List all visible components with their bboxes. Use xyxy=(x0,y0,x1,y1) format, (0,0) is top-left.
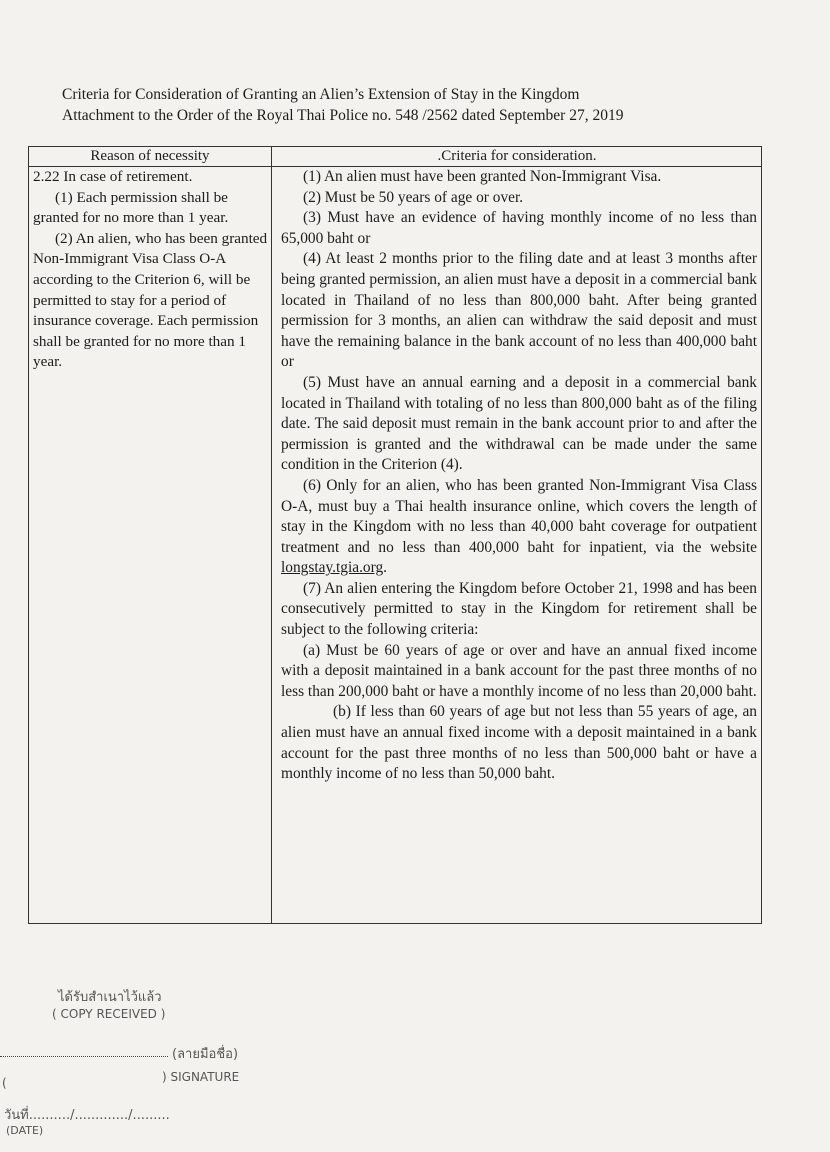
criterion-4: (4) At least 2 months prior to the filing date and at least 3 months after being granted permission, an alien must have a deposit in a commercial bank located in Thailand of no less than 800,000 baht. After being granted permission for 3 months, an alien can withdraw the said deposit and must have the remaining balance in the bank account of no less than 400,000 baht or xyxy=(281,250,757,371)
copy-received-thai: ได้รับสำเนาไว้แล้ว xyxy=(58,990,162,1005)
criterion-5: (5) Must have an annual earning and a deposit in a commercial bank located in Thailand with totaling of no less than 800,000 baht as of the filing date. The said deposit must remain in the bank account prior to and after the permission is granted and the withdrawal can be made under the same condition in the Criterion (4). xyxy=(281,373,757,474)
date-label: (DATE) xyxy=(6,1124,44,1137)
header-criteria: .Criteria for consideration. xyxy=(437,148,597,164)
signature-open-paren: ( xyxy=(2,1076,7,1090)
criterion-1: (1) An alien must have been granted Non-Immigrant Visa. xyxy=(303,168,662,185)
website-link[interactable]: longstay.tgia.org xyxy=(281,559,384,577)
signature-label: ) SIGNATURE xyxy=(162,1070,240,1084)
signature-line[interactable] xyxy=(0,1056,168,1057)
title-line-2: Attachment to the Order of the Royal Thai Police no. 548 /2562 dated September 27, 2019 xyxy=(62,107,624,124)
criteria-column xyxy=(281,167,757,785)
reason-column xyxy=(33,167,269,373)
copy-received-label: ( COPY RECEIVED ) xyxy=(52,1007,166,1021)
criterion-6 xyxy=(281,476,757,579)
reason-item-1: (1) Each permission shall be granted for no more than 1 year. xyxy=(33,188,229,227)
criterion-6-text: (6) Only for an alien, who has been granted Non-Immigrant Visa Class O-A, must buy a Thai health insurance online, which covers the length of stay in the Kingdom with no less than 40,000 baht coverage for outpatient treatment and no less than 400,000 baht for inpatient, via the website xyxy=(281,476,757,556)
criterion-3: (3) Must have an evidence of having monthly income of no less than 65,000 baht or xyxy=(281,209,757,247)
section-heading: 2.22 In case of retirement. xyxy=(33,168,193,185)
column-divider xyxy=(271,147,272,923)
criterion-7a: (a) Must be 60 years of age or over and have an annual fixed income with a deposit maintained in a bank account for the past three months of no less than 200,000 baht or have a monthly income of no less than 20,000 baht. xyxy=(281,641,757,700)
criterion-2: (2) Must be 50 years of age or over. xyxy=(303,188,524,206)
criterion-7b: (b) If less than 60 years of age but not less than 55 years of age, an alien must have an annual fixed income with a deposit maintained in a bank account for the past three months of no less than 500,000 baht or have a monthly income of no less than 50,000 baht. xyxy=(281,703,757,783)
header-reason: Reason of necessity xyxy=(90,148,210,164)
criteria-table xyxy=(28,146,762,924)
document-title xyxy=(62,84,762,126)
reason-item-2: (2) An alien, who has been granted Non-Immigrant Visa Class O-A according to the Criterion 6, will be permitted to stay for a period of insurance coverage. Each permission shall be granted for no more than 1 year. xyxy=(33,229,268,371)
criterion-7: (7) An alien entering the Kingdom before October 21, 1998 and has been consecutively permitted to stay in the Kingdom for retirement shall be subject to the following criteria: xyxy=(281,579,757,639)
title-line-1: Criteria for Consideration of Granting an Alien’s Extension of Stay in the Kingdom xyxy=(62,86,580,103)
criterion-6-end: . xyxy=(383,559,388,577)
signature-thai: (ลายมือชื่อ) xyxy=(172,1047,239,1062)
date-thai: วันที่........../............./......... xyxy=(4,1108,170,1123)
